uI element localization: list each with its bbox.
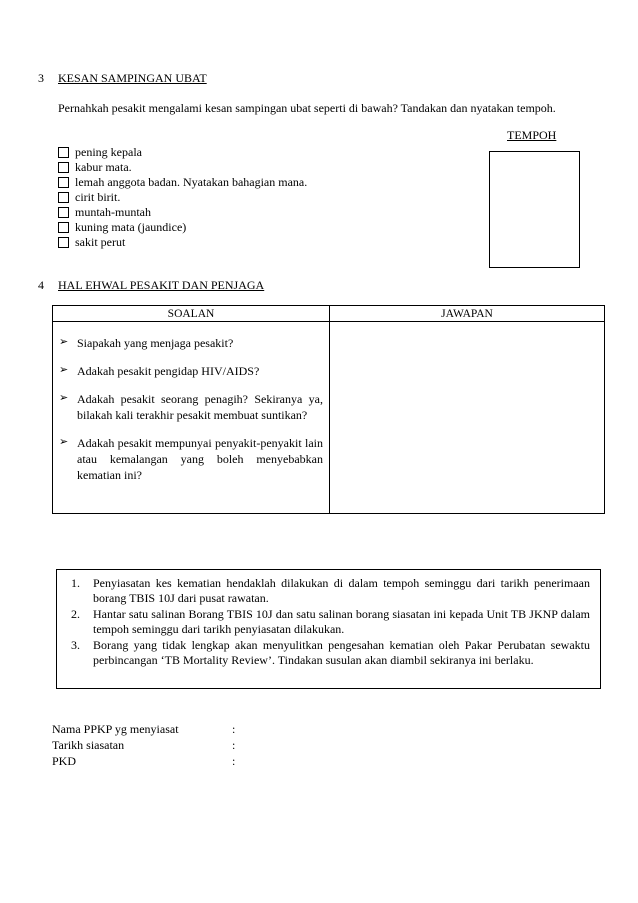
instruction-number: 2. [71,607,80,621]
signature-colon: : [232,722,236,736]
question-text: Adakah pesakit pengidap HIV/AIDS? [77,364,260,379]
tempoh-input-box[interactable] [489,151,580,268]
checkbox[interactable] [58,177,69,188]
signature-colon: : [232,754,236,768]
signature-label: Nama PPKP yg menyiasat [52,722,179,736]
signature-row-pkd [52,754,242,770]
instruction-text: Borang yang tidak lengkap akan menyulitkan pengesahan kematian oleh Pakar Perubatan sewaktu perbincangan ‘TB Mortality Review’. Tindakan susulan akan diambil sekiranya ini berlaku. [93,638,590,667]
question-item [59,335,323,351]
answer-cell[interactable] [330,322,605,514]
table-header-row [53,306,605,322]
question-item [59,391,323,423]
signature-label: Tarikh siasatan [52,738,125,752]
checkbox[interactable] [58,147,69,158]
instruction-item [71,576,590,606]
signature-colon: : [232,738,236,752]
patient-caregiver-table [52,305,605,514]
checklist-item[interactable] [58,160,132,175]
question-item [59,363,323,379]
table-row [53,322,605,514]
checklist-label: kuning mata (jaundice) [75,220,187,234]
checklist-label: muntah-muntah [75,205,151,219]
checklist-label: cirit birit. [75,190,121,204]
checklist-item[interactable] [58,235,125,250]
header-jawapan: JAWAPAN [330,306,605,322]
arrow-bullet-icon: ➢ [59,392,69,405]
arrow-bullet-icon: ➢ [59,364,69,377]
checkbox[interactable] [58,207,69,218]
checklist-item[interactable] [58,145,142,160]
header-soalan: SOALAN [53,306,330,322]
instruction-text: Hantar satu salinan Borang TBIS 10J dan satu salinan borang siasatan ini kepada Unit TB JKNP dalam tempoh seminggu dari tarikh penyiasatan dilakukan. [93,607,590,636]
instruction-item [71,607,590,637]
checklist-label: lemah anggota badan. Nyatakan bahagian mana. [75,175,308,189]
instruction-number: 1. [71,576,80,590]
checklist-item[interactable] [58,175,307,190]
tempoh-label: TEMPOH [507,128,557,142]
instruction-item [71,638,590,668]
instruction-number: 3. [71,638,80,652]
checkbox[interactable] [58,192,69,203]
checkbox[interactable] [58,237,69,248]
checklist-label: kabur mata. [75,160,132,174]
signature-row-date [52,738,242,754]
question-text: Siapakah yang menjaga pesakit? [77,336,234,351]
checklist-item[interactable] [58,190,120,205]
section-3-title: KESAN SAMPINGAN UBAT [58,71,207,85]
checklist-item[interactable] [58,220,186,235]
signature-label: PKD [52,754,77,768]
signature-row-investigator [52,722,242,738]
instructions-box [56,569,601,689]
checkbox[interactable] [58,162,69,173]
checklist-label: sakit perut [75,235,126,249]
question-item [59,435,323,483]
checklist-item[interactable] [58,205,151,220]
questions-cell [53,322,330,514]
section-3-number: 3 [38,71,44,85]
section-4-number: 4 [38,278,44,292]
checklist-label: pening kepala [75,145,142,159]
arrow-bullet-icon: ➢ [59,436,69,449]
instruction-text: Penyiasatan kes kematian hendaklah dilakukan di dalam tempoh seminggu dari tarikh penerimaan borang TBIS 10J dari pusat rawatan. [93,576,590,605]
question-text: Adakah pesakit seorang penagih? Sekiranya ya, bilakah kali terakhir pesakit membuat suntikan? [77,392,323,423]
question-text: Adakah pesakit mempunyai penyakit-penyakit lain atau kemalangan yang boleh menyebabkan kematian ini? [77,436,323,483]
arrow-bullet-icon: ➢ [59,336,69,349]
checkbox[interactable] [58,222,69,233]
section-4-title: HAL EHWAL PESAKIT DAN PENJAGA [58,278,265,292]
section-3-question: Pernahkah pesakit mengalami kesan sampingan ubat seperti di bawah? Tandakan dan nyatakan tempoh. [58,101,556,115]
